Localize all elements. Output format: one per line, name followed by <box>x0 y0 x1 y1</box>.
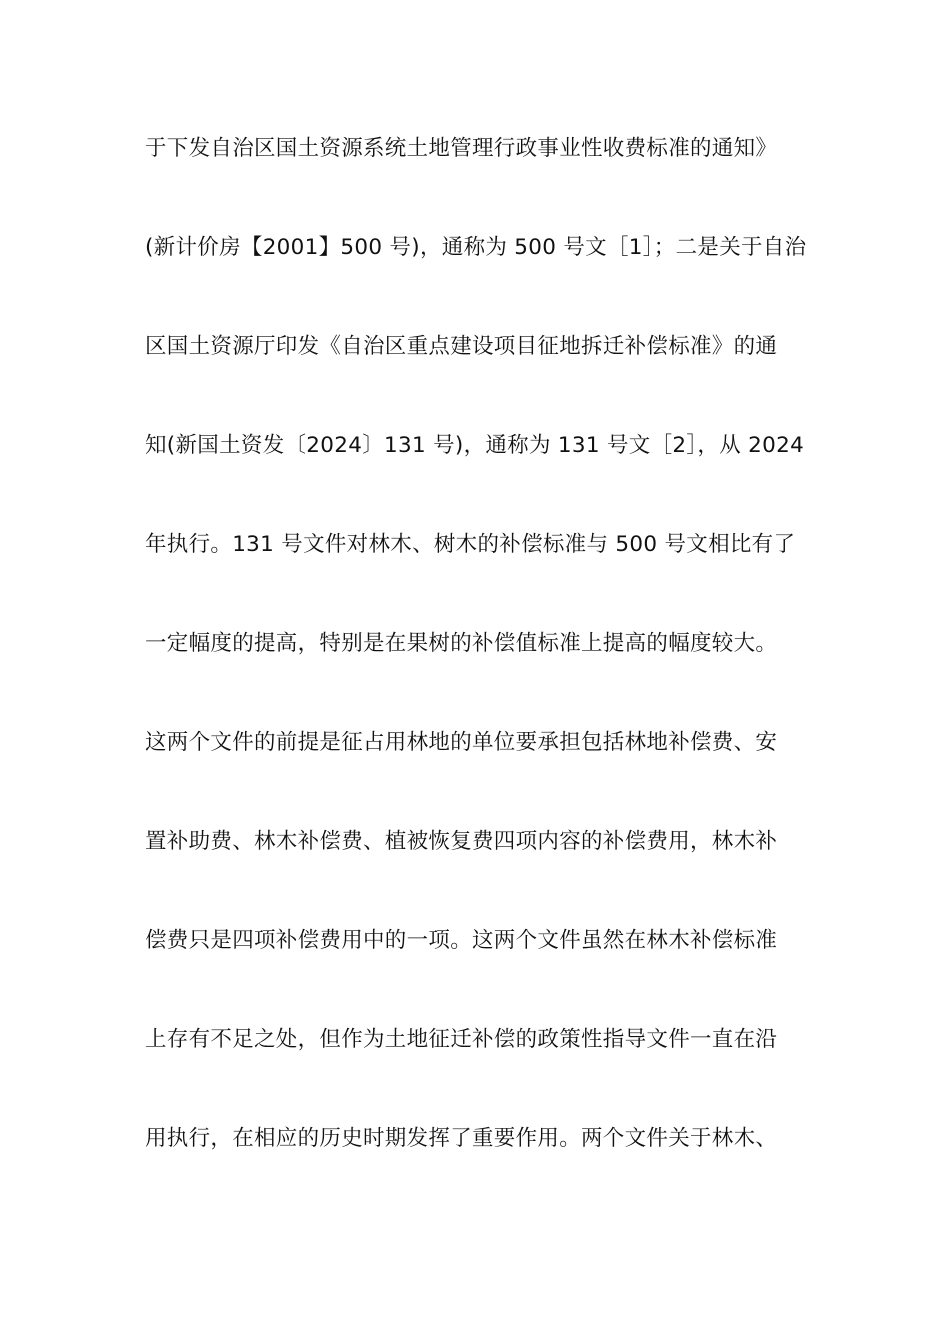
text-line: 知(新国土资发〔2024〕131 号)，通称为 131 号文［2］，从 2024 <box>145 433 805 458</box>
body-paragraph <box>145 129 815 1218</box>
text-line: 这两个文件的前提是征占用林地的单位要承担包括林地补偿费、安 <box>145 730 778 755</box>
text-line: 上存有不足之处，但作为土地征迁补偿的政策性指导文件一直在沿 <box>145 1027 778 1052</box>
text-line: 区国土资源厅印发《自治区重点建设项目征地拆迁补偿标准》的通 <box>145 334 778 359</box>
text-line: 用执行，在相应的历史时期发挥了重要作用。两个文件关于林木、 <box>145 1126 778 1151</box>
text-line: 于下发自治区国土资源系统土地管理行政事业性收费标准的通知》 <box>145 136 778 161</box>
text-line: (新计价房【2001】500 号)，通称为 500 号文［1］；二是关于自治 <box>145 235 807 260</box>
text-line: 偿费只是四项补偿费用中的一项。这两个文件虽然在林木补偿标准 <box>145 928 778 953</box>
text-line: 一定幅度的提高，特别是在果树的补偿值标准上提高的幅度较大。 <box>145 631 778 656</box>
text-line: 置补助费、林木补偿费、植被恢复费四项内容的补偿费用，林木补 <box>145 829 778 854</box>
text-line: 年执行。131 号文件对林木、树木的补偿标准与 500 号文相比有了 <box>145 532 796 557</box>
